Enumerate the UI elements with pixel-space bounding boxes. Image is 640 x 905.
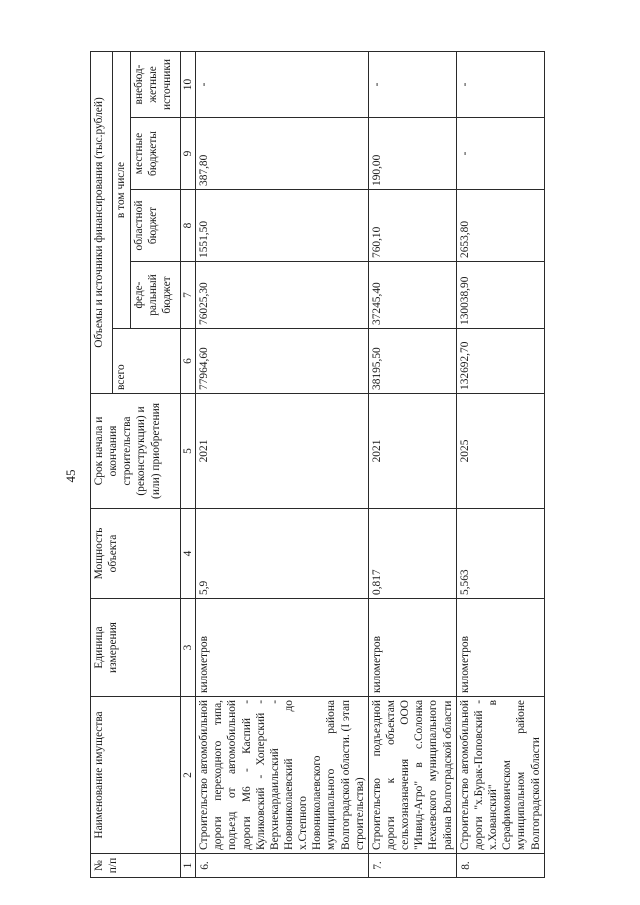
table-row <box>368 52 456 878</box>
unit-cell: километров <box>196 599 369 697</box>
column-number: 5 <box>181 394 196 509</box>
header-regional: областной бюджет <box>131 190 181 262</box>
header-including: в том числе <box>113 52 131 329</box>
row-number: 6. <box>196 854 369 878</box>
header-federal: феде-ральный бюджет <box>131 262 181 329</box>
period-cell: 2025 <box>456 394 544 509</box>
federal-cell: 76025,30 <box>196 262 369 329</box>
table-row <box>456 52 544 878</box>
row-number: 7. <box>368 854 456 878</box>
column-number: 10 <box>181 52 196 118</box>
header-period: Срок начала и окончания строительства (реконструкции) и (или) приобретения <box>91 394 181 509</box>
unit-cell: километров <box>368 599 456 697</box>
column-number: 6 <box>181 329 196 394</box>
capacity-cell: 5,563 <box>456 509 544 599</box>
total-cell: 38195,50 <box>368 329 456 394</box>
rotated-page <box>90 52 542 878</box>
object-name: Строительство автомобильной дороги "х.Бурак-Поповский - х.Хованский" в Серафимовичском муниципальном районе Волгоградской области <box>456 697 544 854</box>
column-number: 7 <box>181 262 196 329</box>
capacity-cell: 0,817 <box>368 509 456 599</box>
header-financing: Объемы и источники финансирования (тыс.рублей) <box>91 52 113 394</box>
unit-cell: километров <box>456 599 544 697</box>
extrabudget-cell: - <box>368 52 456 118</box>
page-number: 45 <box>63 469 78 483</box>
column-number-row <box>181 52 196 878</box>
header-num: № п/п <box>91 854 181 878</box>
period-cell: 2021 <box>368 394 456 509</box>
federal-cell: 130038,90 <box>456 262 544 329</box>
period-cell: 2021 <box>196 394 369 509</box>
regional-cell: 760,10 <box>368 190 456 262</box>
extrabudget-cell: - <box>196 52 369 118</box>
header-local: местные бюджеты <box>131 118 181 190</box>
header-extrabudget: внебюд-жетные источники <box>131 52 181 118</box>
column-number: 4 <box>181 509 196 599</box>
total-cell: 132692,70 <box>456 329 544 394</box>
column-number: 8 <box>181 190 196 262</box>
federal-cell: 37245,40 <box>368 262 456 329</box>
total-cell: 77964,60 <box>196 329 369 394</box>
object-name: Строительство автомобильной дороги переходного типа, подъезд от автомобильной дороги М6 - Каспий - Куликовский - Хоперский - Верхнекардаильский - Новониколаевский до х.Степного Новониколаевского муниципального района Волгоградской области. (I этап строительства) <box>196 697 369 854</box>
extrabudget-cell: - <box>456 52 544 118</box>
column-number: 1 <box>181 854 196 878</box>
local-cell: - <box>456 118 544 190</box>
header-total: всего <box>113 329 181 394</box>
header-unit: Единица измерения <box>91 599 181 697</box>
column-number: 9 <box>181 118 196 190</box>
local-cell: 387,80 <box>196 118 369 190</box>
investment-table <box>90 51 545 878</box>
capacity-cell: 5,9 <box>196 509 369 599</box>
column-number: 3 <box>181 599 196 697</box>
object-name: Строительство подъездной дороги к объектам сельхозназначения ООО "Инвид-Агро" в с.Солонка Нехаевского муниципального района Волгоградской области <box>368 697 456 854</box>
column-number: 2 <box>181 697 196 854</box>
table-row <box>196 52 369 878</box>
header-name: Наименование имущества <box>91 697 181 854</box>
regional-cell: 2653,80 <box>456 190 544 262</box>
regional-cell: 1551,50 <box>196 190 369 262</box>
row-number: 8. <box>456 854 544 878</box>
header-capacity: Мощность объекта <box>91 509 181 599</box>
local-cell: 190,00 <box>368 118 456 190</box>
